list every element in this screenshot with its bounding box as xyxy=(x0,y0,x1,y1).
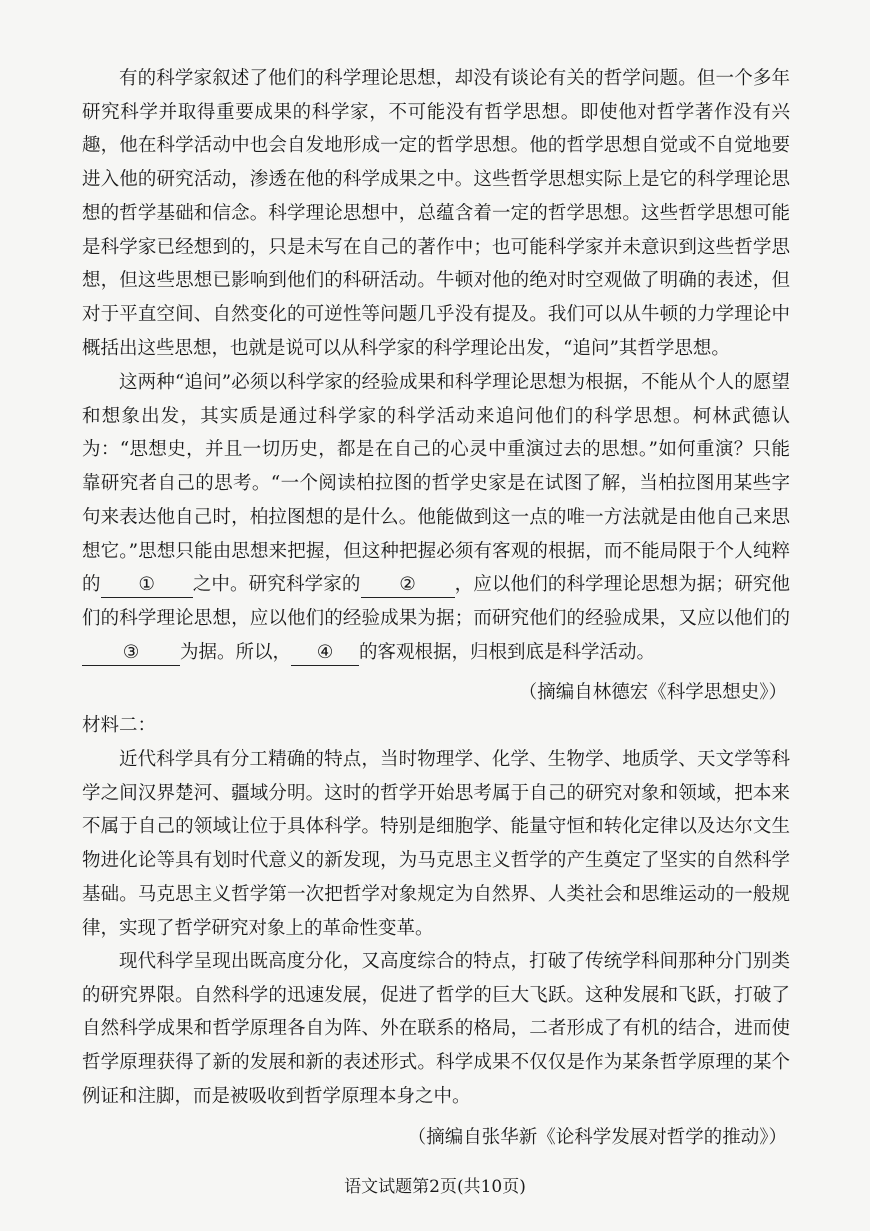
paragraph-tracing-thought xyxy=(82,366,790,669)
fill-blank-1: ① xyxy=(101,573,193,598)
paragraph-segment: ，应以他们的科学理论思想为据；研究他们的科学理论思想，应以他们的经验成果为据；而研究他们的经验成果，又应以他们的 xyxy=(82,574,790,629)
fill-blank-4: ④ xyxy=(291,641,359,666)
page-footer: 语文试题第2页(共10页) xyxy=(344,1177,526,1197)
source-citation-1: （摘编自林德宏《科学思想史》） xyxy=(518,682,787,703)
paragraph-segment: 之中。研究科学家的 xyxy=(192,574,361,596)
source-citation-2: （摘编自张华新《论科学发展对哲学的推动》） xyxy=(407,1127,787,1148)
fill-blank-3: ③ xyxy=(82,641,180,666)
paragraph-modern-science: 近代科学具有分工精确的特点，当时物理学、化学、生物学、地质学、天文学等科学之间汉界楚河、疆域分明。这时的哲学开始思考属于自己的研究对象和领域，把本来不属于自己的领域让位于具体科学。特别是细胞学、能量守恒和转化定律以及达尔文生物进化论等具有划时代意义的新发现，为马克思主义哲学的产生奠定了坚实的自然科学基础。马克思主义哲学第一次把哲学对象规定为自然界、人类社会和思维运动的一般规律，实现了哲学研究对象上的革命性变革。 xyxy=(82,749,790,939)
material-two-label: 材料二： xyxy=(82,715,157,736)
paragraph-segment: 的客观根据，归根到底是科学活动。 xyxy=(359,641,656,663)
paragraph-segment: 这两种“追问”必须以科学家的经验成果和科学理论思想为根据，不能从个人的愿望和想象出发，其实质是通过科学家的科学活动来追问他们的科学思想。柯林武德认为：“思想史，并且一切历史，都是在自己的心灵中重演过去的思想。”如何重演？只能靠研究者自己的思考。“一个阅读柏拉图的哲学史家是在试图了解，当柏拉图用某些字句来表达他自己时，柏拉图想的是什么。他能做到这一点的唯一方法就是由他自己来思想它。”思想只能由思想来把握，但这种把握必须有客观的根据，而不能局限于个人纯粹的 xyxy=(82,372,790,596)
fill-blank-2: ② xyxy=(361,573,455,598)
paragraph-segment: 为据。所以， xyxy=(180,641,292,663)
paragraph-contemporary-science: 现代科学呈现出既高度分化，又高度综合的特点，打破了传统学科间那种分门别类的研究界限。自然科学的迅速发展，促进了哲学的巨大飞跃。这种发展和飞跃，打破了自然科学成果和哲学原理各自为阵、外在联系的格局，二者形成了有机的结合，进而使哲学原理获得了新的发展和新的表述形式。科学成果不仅仅是作为某条哲学原理的某个例证和注脚，而是被吸收到哲学原理本身之中。 xyxy=(82,951,790,1107)
paragraph-scientific-philosophy: 有的科学家叙述了他们的科学理论思想，却没有谈论有关的哲学问题。但一个多年研究科学并取得重要成果的科学家，不可能没有哲学思想。即使他对哲学著作没有兴趣，他在科学活动中也会自发地形成一定的哲学思想。他的哲学思想自觉或不自觉地要进入他的研究活动，渗透在他的科学成果之中。这些哲学思想实际上是它的科学理论思想的哲学基础和信念。科学理论思想中，总蕴含着一定的哲学思想。这些哲学思想可能是科学家已经想到的，只是未写在自己的著作中；也可能科学家并未意识到这些哲学思想，但这些思想已影响到他们的科研活动。牛顿对他的绝对时空观做了明确的表述，但对于平直空间、自然变化的可逆性等问题几乎没有提及。我们可以从牛顿的力学理论中概括出这些思想，也就是说可以从科学家的科学理论出发，“追问”其哲学思想。 xyxy=(82,68,790,359)
